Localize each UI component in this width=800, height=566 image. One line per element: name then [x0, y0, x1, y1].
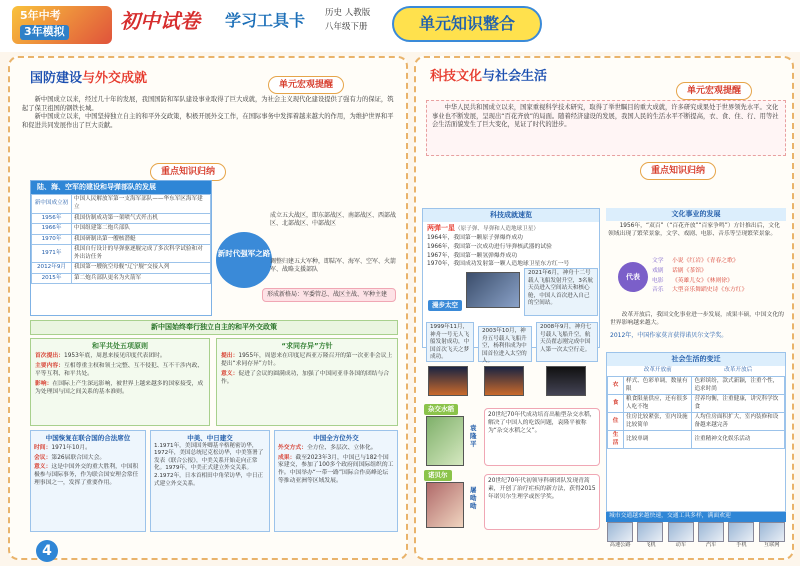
life-before: 住房比较紧张，室内设施比较简单 [624, 413, 692, 431]
transport-photo [728, 522, 754, 542]
military-row [32, 273, 211, 284]
transport-bar: 城市交通越来越快速，交通工具多样，满面欢迎 [606, 512, 786, 522]
transport-photo [637, 522, 663, 542]
culture-text3: 2012年，中国作家莫言获得诺贝尔文学奖。 [610, 332, 728, 339]
life-after: 色彩缤纷，款式新颖，注重个性，追求时尚 [692, 376, 785, 394]
un-label: 意义： [34, 464, 52, 471]
all-round-item [278, 455, 394, 486]
right-title-part-a: 科技文化 [430, 69, 483, 84]
military-table [31, 194, 211, 284]
space-2021: 2021年6月，神舟十二号载人飞船发射升空，3名航天员进入空间站天和核心舱，中国人首次进入自己的空间站。 [524, 268, 598, 316]
hybrid-text: 20世纪70年代成功培育出籼型杂交水稻，解决了中国人的吃饭问题，袁隆平被称为“杂交水稻之父”。 [484, 408, 600, 466]
space-tag: 漫步太空 [428, 300, 462, 311]
military-date: 新中国成立初 [32, 195, 72, 213]
un-text: 第26届联合国大会。 [51, 454, 106, 461]
life-row [608, 376, 785, 394]
life-col1: 改革开放前 [643, 367, 672, 374]
badge-line2: 3年模拟 [20, 25, 69, 40]
transport-photo [759, 522, 785, 542]
transport-label: 高速公路 [609, 542, 631, 548]
five-principles-item [35, 381, 205, 397]
transport-label: 动车 [675, 542, 687, 548]
space-2003: 2003年10月，神舟五号载人飞船升空，杨利伟成为中国首位进入太空的人。 [478, 326, 532, 362]
reform-circle: 新时代强军之路 [216, 232, 272, 288]
all-round-text: 截至2023年3月，中国已与182个国家建交，参加了100多个政府间国际组织的工作。中国举办“一带一路”国际合作高峰论坛等推动亚洲等区域发展。 [278, 454, 394, 485]
transport-row [606, 522, 786, 556]
transport-item [758, 522, 786, 556]
life-after: 人均住房面积扩大，室内装修和设备越来越完善 [692, 413, 785, 431]
transport-item [727, 522, 755, 556]
culture-row [652, 278, 786, 286]
transport-item [667, 522, 695, 556]
bandung-text: 1955年，周恩来在印度尼西亚万隆召开的第一次亚非会议上提出“求同存异”方针。 [221, 353, 393, 368]
page-number: 4 [36, 540, 58, 562]
military-event: 我国研制出第一艘核潜艇 [72, 234, 211, 245]
tech-sub-b: （原子弹、导弹和人造地球卫星） [455, 226, 539, 233]
military-row [32, 195, 211, 213]
transport-label: 飞机 [645, 542, 656, 548]
header-title-tool: 学习工具卡 [225, 11, 306, 30]
military-date: 1971年 [32, 245, 72, 263]
un-title: 中国恢复在联合国的合法席位 [45, 434, 131, 442]
military-row [32, 213, 211, 224]
five-principles-item [35, 363, 205, 379]
life-kind: 住 [608, 413, 624, 431]
un-item [34, 445, 142, 453]
rocket-photo-2 [484, 366, 524, 396]
left-key-pill: 重点知识归纳 [150, 163, 226, 181]
military-row [32, 234, 211, 245]
army-text2: 调整归建五大军种，即陆军、海军、空军、火箭军、战略支援部队 [270, 258, 397, 274]
bandung-box [216, 338, 398, 426]
left-intro-para1: 新中国成立以来，经过几十年的发展，我国国防和军队建设事业取得了巨大成就，为社会主义现代化建设提供了强有力的保证，筑起了保卫祖国的钢铁长城。 [22, 96, 394, 112]
all-round-text: 全方位、多层次、立体化。 [307, 444, 377, 451]
five-principles-label: 影响： [35, 380, 53, 387]
tech-item: 1967年，我国第一颗氢弹爆炸成功 [427, 252, 518, 259]
culture-row [652, 258, 786, 266]
transport-item [636, 522, 664, 556]
transport-photo [698, 522, 724, 542]
military-bar: 陆、海、空军的建设和导弹部队的发展 [31, 181, 211, 194]
right-intro-pill: 单元宏观提醒 [676, 82, 752, 100]
life-after: 注重精神文化娱乐活动 [692, 431, 785, 449]
us-japan-text: 1.1971年，美国国务卿基辛格秘密访华，1972年，美国总统尼克松访华，中美签署了发表《联合公报》，中美关系开始走向正常化。1979年，中美正式建立外交关系。2.1972年，日本首相田中角荣访华，中日正式建立外交关系。 [154, 442, 264, 487]
bandung-label: 提出： [221, 353, 239, 360]
all-round-label: 外交方式： [278, 444, 307, 451]
bandung-title: “求同存异”方针 [281, 342, 333, 350]
culture-work: 《英雄儿女》《林则徐》 [672, 277, 733, 284]
all-round-label: 成果： [278, 454, 296, 461]
army-text1: 成立五大战区，即东部战区、南部战区、西部战区、北部战区、中部战区 [270, 212, 397, 228]
military-event: 我国仿制成功第一架喷气式歼击机 [72, 213, 211, 224]
culture-title: 文化事业的发展 [606, 208, 786, 221]
culture-work: 话剧《茶馆》 [672, 267, 707, 274]
life-box [606, 352, 786, 512]
brand-logo [12, 6, 112, 44]
transport-label: 互联网 [764, 542, 780, 548]
military-event: 我国自行设计的导弹驱逐舰完成了多次科学试验和对外出访任务 [72, 245, 211, 263]
life-row [608, 395, 785, 413]
left-intro [22, 96, 394, 130]
tech-sub-a: 两弹一星 [427, 224, 455, 233]
transport-label: 手机 [736, 542, 747, 548]
five-principles-text: 互相尊重主权和领土完整、互不侵犯、互不干涉内政、平等互利、和平共处。 [35, 363, 204, 378]
spacewalk-photo [546, 366, 586, 396]
badge-line1: 5年中考 [20, 9, 61, 22]
transport-item [606, 522, 634, 556]
tech-item: 1966年，我国第一次成功进行导弹核武器的试验 [427, 243, 552, 250]
military-date: 2012年9月 [32, 263, 72, 274]
left-intro-pill: 单元宏观提醒 [268, 76, 344, 94]
tu-text: 20世纪70年代初领导科研团队发现青蒿素，开创了治疗疟疾的新方法，获得2015年诺贝尔生理学或医学奖。 [484, 474, 600, 530]
culture-kind: 音乐 [652, 287, 664, 294]
space-2008: 2008年9月，神舟七号载人飞船升空，航天员翟志刚完成中国人第一次太空行走。 [536, 322, 598, 362]
five-principles-text: 在国际上产生深远影响，被世界上越来越多的国家接受，成为处理国与国之间关系的基本准则。 [35, 380, 204, 395]
space-station-photo [466, 272, 520, 308]
culture-kind: 戏剧 [652, 267, 664, 274]
life-after: 营养均衡，注重健康，讲究科学饮食 [692, 395, 785, 413]
bandung-item [221, 353, 393, 369]
military-row [32, 224, 211, 235]
tech-title: 科技成就速览 [423, 209, 599, 222]
tu-tag: 诺贝尔 [424, 470, 452, 481]
army-text3: 形成新格局：军委管总、战区主战、军种主建 [262, 288, 396, 302]
right-key-pill: 重点知识归纳 [640, 162, 716, 180]
left-title-part-b: 与外交成就 [82, 71, 148, 86]
military-event: 中国人民解放军第一支海军部队——华东军区海军建立 [72, 195, 211, 213]
bandung-item [221, 371, 393, 387]
five-principles-label: 主要内容： [35, 363, 64, 370]
unit-banner: 单元知识整合 [392, 6, 542, 42]
culture-kind: 文学 [652, 258, 664, 264]
space-1999: 1999年11月，神舟一号无人飞船发射成功，中国首次飞天之梦成功。 [426, 322, 474, 362]
hybrid-person: 袁隆平 [470, 424, 477, 448]
all-round-box [274, 430, 398, 532]
life-kind: 衣 [608, 376, 624, 394]
life-before: 比较单调 [624, 431, 692, 449]
military-date: 1970年 [32, 234, 72, 245]
un-text: 这是中国外交的重大胜利，中国积极参与国际事务，作为联合国安理会常任理事国之一，发挥了重要作用。 [34, 464, 139, 487]
transport-photo [607, 522, 633, 542]
five-principles-label: 首次提出： [35, 353, 64, 360]
right-title-part-b: 与社会生活 [482, 69, 548, 84]
life-before: 粮食限量供应，还有很多人吃不饱 [624, 395, 692, 413]
military-row [32, 263, 211, 274]
header-grade: 八年级下册 [325, 22, 368, 32]
right-intro-para: 中华人民共和国成立以来，国家重视科学技术研究，取得了举世瞩目的重大成就，许多研究成果处于世界领先水平。文化事业也不断发展，呈现出“百花齐放”的局面。随着经济建设的发展，我国人民的生活水平不断提高，衣、食、住、行、用等社会生活面貌发生了巨大变化，见证了时代的进步。 [432, 104, 779, 128]
military-event: 我国第一艘航空母舰“辽宁舰”交接入列 [72, 263, 211, 274]
right-section-title [430, 68, 547, 86]
culture-text2: 改革开放后，我国文化事业进一步发展，成果丰硕，中国文化的世界影响越来越大。 [610, 312, 784, 326]
culture-row [652, 287, 786, 295]
un-label: 会议： [34, 454, 52, 461]
foreign-policy-bar: 新中国始终奉行独立自主的和平外交政策 [30, 320, 398, 335]
hybrid-tag: 杂交水稻 [424, 404, 458, 415]
military-date: 1956年 [32, 213, 72, 224]
military-box [30, 180, 212, 316]
us-japan-box [150, 430, 270, 532]
left-section-title [30, 70, 147, 88]
life-col2: 改革开放后 [724, 367, 753, 374]
culture-circle: 代表 [618, 262, 648, 292]
un-item [34, 455, 142, 463]
rocket-photo-1 [428, 366, 468, 396]
un-item [34, 464, 142, 487]
culture-work: 大型音乐舞蹈史诗《东方红》 [672, 287, 748, 294]
life-title: 社会生活的变迁 [607, 353, 785, 366]
transport-photo [668, 522, 694, 542]
left-title-part-a: 国防建设 [30, 71, 83, 86]
header-subject: 历史 人教版 [325, 8, 371, 18]
life-row [608, 413, 785, 431]
life-kind: 食 [608, 395, 624, 413]
military-row [32, 245, 211, 263]
bandung-text: 促进了会议的圆满成功，加强了中国同亚非各国的团结与合作。 [221, 371, 390, 385]
bandung-label: 意义： [221, 371, 239, 378]
us-japan-title: 中美、中日建交 [187, 434, 233, 442]
yuan-longping-photo [426, 416, 464, 466]
military-date: 2015年 [32, 273, 72, 284]
life-before: 样式、色彩单调，数量有限 [624, 376, 692, 394]
life-row [608, 431, 785, 449]
military-date: 1966年 [32, 224, 72, 235]
culture-work: 小说《红岩》《青春之歌》 [672, 258, 739, 264]
tu-youyou-photo [426, 482, 464, 528]
transport-label: 汽车 [705, 542, 717, 548]
five-principles-item [35, 353, 205, 361]
left-intro-para2: 新中国成立以来，中国坚持独立自主的和平外交政策，积极开展外交工作，在国际事务中发挥着越来越大的作用，为维护世界和平和促进共同发展作出了巨大贡献。 [22, 113, 394, 129]
tu-person: 屠呦呦 [470, 486, 477, 510]
military-event: 第二炮兵部队更名为火箭军 [72, 273, 211, 284]
transport-item [697, 522, 725, 556]
culture-row [652, 268, 786, 276]
un-label: 时间： [34, 444, 52, 451]
culture-text: 1956年，“双百”（“百花齐放”“百家争鸣”）方针推出后，文化领域出现了繁荣景象，文学、戏剧、电影、音乐等呈现繁荣景象。 [608, 223, 780, 238]
five-principles-title: 和平共处五项原则 [92, 342, 148, 350]
military-event: 中国组建第二炮兵部队 [72, 224, 211, 235]
life-table [607, 366, 785, 449]
all-round-title: 中国全方位外交 [313, 434, 359, 442]
culture-list [652, 258, 786, 297]
five-principles-box [30, 338, 210, 426]
header-title-main: 初中试卷 [120, 9, 200, 33]
right-intro [426, 100, 786, 156]
all-round-item [278, 445, 394, 453]
un-text: 1971年10月。 [51, 444, 91, 451]
five-principles-text: 1953年底，周恩来接见印度代表团时。 [64, 353, 166, 360]
life-kind: 生活 [608, 431, 624, 449]
tech-item: 1964年，我国第一颗原子弹爆炸成功 [427, 234, 523, 241]
un-box [30, 430, 146, 532]
culture-kind: 电影 [652, 277, 664, 284]
tech-item: 1970年，我国成功发射第一颗人造地球卫星东方红一号 [427, 261, 570, 268]
